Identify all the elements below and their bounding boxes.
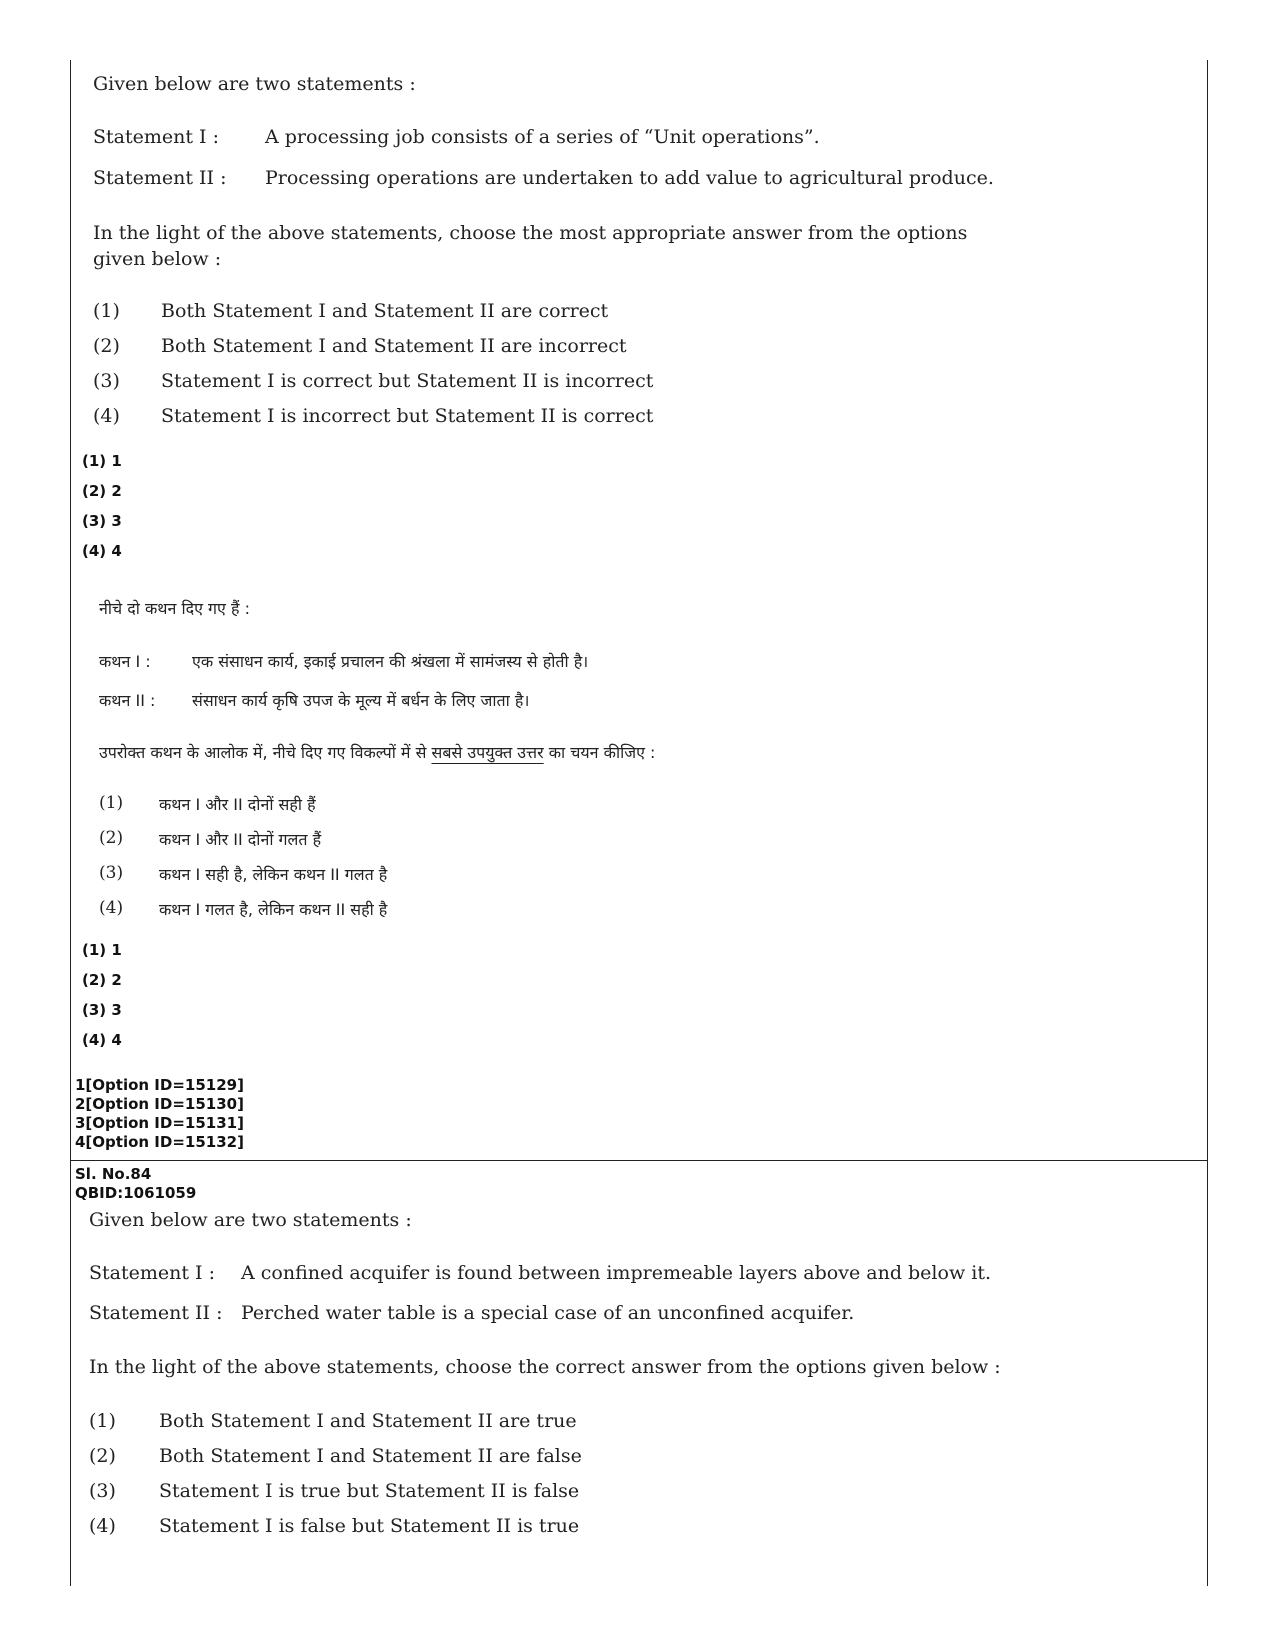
answer-choice[interactable]: (2) 2: [82, 482, 122, 500]
q1-option-num: (4): [93, 405, 120, 427]
q1-hindi-statement2-label: कथन II :: [99, 691, 156, 710]
q1-hindi-option-text: कथन I और II दोनों गलत हैं: [159, 830, 322, 849]
q1-intro: Given below are two statements :: [93, 73, 416, 95]
q2-option-text: Both Statement I and Statement II are false: [159, 1445, 582, 1467]
answer-choice[interactable]: (1) 1: [82, 452, 122, 470]
answer-choice[interactable]: (1) 1: [82, 941, 122, 959]
q1-hindi-question-part: उपरोक्त कथन के आलोक में, नीचे दिए गए विकल्पों में से: [99, 743, 432, 762]
serial-number: Sl. No.84: [75, 1165, 152, 1183]
q2-option-text: Statement I is true but Statement II is false: [159, 1480, 580, 1502]
q2-option-num: (3): [89, 1480, 116, 1502]
q1-hindi-option-text: कथन I और II दोनों सही हैं: [159, 795, 316, 814]
q1-hindi-option-num: (1): [99, 793, 124, 813]
q1-statement2-text: Processing operations are undertaken to add value to agricultural produce.: [265, 167, 994, 189]
q1-hindi-option-text: कथन I सही है, लेकिन कथन II गलत है: [159, 865, 388, 884]
q1-hindi-statement1-label: कथन I :: [99, 652, 151, 671]
q1-statement1-label: Statement I :: [93, 126, 219, 148]
q2-option-num: (1): [89, 1410, 116, 1432]
option-id: 3[Option ID=15131]: [75, 1114, 244, 1132]
q1-option-text: Statement I is correct but Statement II is incorrect: [161, 370, 654, 392]
q1-option-num: (2): [93, 335, 120, 357]
q2-statement2-label: Statement II :: [89, 1302, 223, 1324]
q1-hindi-option-text: कथन I गलत है, लेकिन कथन II सही है: [159, 900, 388, 919]
answer-choice[interactable]: (4) 4: [82, 542, 122, 560]
q2-question: In the light of the above statements, choose the correct answer from the options given below :: [89, 1356, 1001, 1378]
q2-option-num: (2): [89, 1445, 116, 1467]
right-border: [1207, 60, 1208, 1586]
q1-option-text: Statement I is incorrect but Statement II is correct: [161, 405, 654, 427]
answer-choice[interactable]: (3) 3: [82, 1001, 122, 1019]
option-id: 2[Option ID=15130]: [75, 1095, 244, 1113]
q1-option-num: (1): [93, 300, 120, 322]
answer-choice[interactable]: (2) 2: [82, 971, 122, 989]
answer-choice[interactable]: (3) 3: [82, 512, 122, 530]
q1-option-num: (3): [93, 370, 120, 392]
q1-hindi-statement1-text: एक संसाधन कार्य, इकाई प्रचालन की श्रंखला में सामंजस्य से होती है।: [192, 652, 589, 671]
q2-statement2-text: Perched water table is a special case of an unconfined acquifer.: [241, 1302, 855, 1324]
left-border: [70, 60, 71, 1586]
q2-option-text: Statement I is false but Statement II is true: [159, 1515, 580, 1537]
q1-option-text: Both Statement I and Statement II are correct: [161, 300, 609, 322]
q1-hindi-question-underlined: सबसे उपयुक्त उत्तर: [431, 743, 544, 762]
q1-statement1-text: A processing job consists of a series of “Unit operations”.: [265, 126, 820, 148]
q1-hindi-option-num: (3): [99, 863, 124, 883]
q1-hindi-statement2-text: संसाधन कार्य कृषि उपज के मूल्य में बर्धन के लिए जाता है।: [192, 691, 530, 710]
q1-hindi-option-num: (2): [99, 828, 124, 848]
q1-hindi-question: [99, 741, 655, 763]
q1-hindi-option-num: (4): [99, 898, 124, 918]
question-separator: [70, 1160, 1208, 1161]
q2-option-text: Both Statement I and Statement II are true: [159, 1410, 577, 1432]
q1-option-text: Both Statement I and Statement II are incorrect: [161, 335, 627, 357]
q2-statement1-text: A confined acquifer is found between impremeable layers above and below it.: [241, 1262, 991, 1284]
option-id: 4[Option ID=15132]: [75, 1133, 244, 1151]
q2-intro: Given below are two statements :: [89, 1209, 412, 1231]
q2-statement1-label: Statement I :: [89, 1262, 215, 1284]
answer-choice[interactable]: (4) 4: [82, 1031, 122, 1049]
qbid: QBID:1061059: [75, 1184, 197, 1202]
q1-statement2-label: Statement II :: [93, 167, 227, 189]
q1-hindi-question-part: का चयन कीजिए :: [543, 743, 656, 762]
q1-hindi-intro: नीचे दो कथन दिए गए हैं :: [99, 599, 250, 618]
q2-option-num: (4): [89, 1515, 116, 1537]
q1-question: In the light of the above statements, choose the most appropriate answer from the options given below :: [93, 222, 968, 270]
option-id: 1[Option ID=15129]: [75, 1076, 244, 1094]
